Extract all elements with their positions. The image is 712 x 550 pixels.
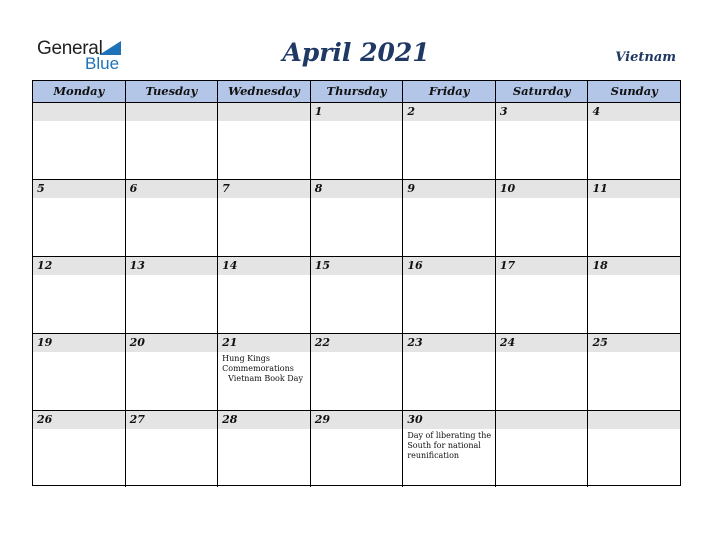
day-number: 7 [222, 182, 230, 195]
holiday-name: Hung Kings Commemorations [222, 354, 294, 373]
calendar-day-cell [218, 257, 311, 333]
day-number: 14 [222, 259, 238, 272]
calendar-day-cell [218, 411, 311, 487]
weekday-tuesday: Tuesday [126, 81, 219, 102]
calendar-day-cell [126, 257, 219, 333]
day-number: 12 [37, 259, 53, 272]
calendar-day-cell [496, 334, 589, 410]
day-number: 24 [499, 336, 516, 349]
day-number: 21 [222, 336, 238, 349]
calendar-day-cell [126, 334, 219, 410]
day-number-band [588, 411, 680, 429]
weekday-friday: Friday [403, 81, 496, 102]
calendar-day-cell [218, 180, 311, 256]
calendar-day-cell [496, 257, 589, 333]
calendar-day-cell [33, 334, 126, 410]
calendar-day-cell [403, 411, 496, 487]
calendar-day-cell [126, 411, 219, 487]
calendar-day-cell [588, 411, 680, 487]
calendar-day-cell [496, 411, 589, 487]
logo-text-blue: Blue [85, 54, 120, 73]
calendar-week-row [33, 257, 680, 334]
day-number-band [403, 180, 495, 198]
calendar-day-cell [126, 180, 219, 256]
day-number-band [218, 103, 310, 121]
day-number: 28 [222, 413, 238, 426]
calendar-week-row [33, 411, 680, 487]
weekday-monday: Monday [33, 81, 126, 102]
calendar-day-cell [588, 257, 680, 333]
day-number: 10 [499, 182, 516, 195]
country-label: Vietnam [615, 50, 676, 65]
calendar-day-cell [403, 334, 496, 410]
logo-text-general: General [37, 38, 103, 59]
day-number: 23 [407, 336, 423, 349]
calendar-day-cell [496, 103, 589, 179]
day-number: 11 [592, 182, 608, 195]
day-number: 2 [407, 105, 415, 118]
day-number-band [496, 103, 588, 121]
page-title: April 2021 [282, 38, 430, 67]
day-number: 25 [592, 336, 608, 349]
day-number-band [496, 411, 588, 429]
day-number: 20 [129, 336, 145, 349]
day-number-band [126, 103, 218, 121]
day-number: 30 [407, 413, 423, 426]
day-number-band [126, 180, 218, 198]
holiday-note [407, 431, 492, 461]
calendar-week-row [33, 180, 680, 257]
day-number: 16 [407, 259, 423, 272]
calendar-day-cell [33, 257, 126, 333]
day-number: 26 [37, 413, 53, 426]
calendar-day-cell [33, 180, 126, 256]
day-number-band [33, 180, 125, 198]
day-number: 22 [314, 336, 331, 349]
day-number-band [218, 180, 310, 198]
calendar-day-cell [588, 334, 680, 410]
holiday-name: Day of liberating the South for national reunification [407, 431, 492, 460]
calendar-day-cell [403, 257, 496, 333]
day-number: 9 [407, 182, 415, 195]
calendar-day-cell [218, 103, 311, 179]
holiday-name: Vietnam Book Day [228, 374, 303, 383]
calendar-day-cell [311, 257, 404, 333]
calendar-day-cell [588, 180, 680, 256]
day-number: 1 [314, 105, 323, 118]
weekday-header [33, 81, 680, 103]
calendar-day-cell [126, 103, 219, 179]
calendar-week-row [33, 334, 680, 411]
day-number: 27 [129, 413, 145, 426]
calendar-day-cell [311, 180, 404, 256]
day-number-band [588, 103, 680, 121]
day-number: 15 [314, 259, 331, 272]
calendar-day-cell [403, 103, 496, 179]
weekday-thursday: Thursday [311, 81, 404, 102]
calendar-day-cell [496, 180, 589, 256]
holiday-note [222, 354, 307, 384]
day-number-band [33, 103, 125, 121]
day-number: 6 [129, 182, 138, 195]
calendar-week-row [33, 103, 680, 180]
day-number: 19 [37, 336, 53, 349]
calendar-day-cell [403, 180, 496, 256]
weekday-saturday: Saturday [496, 81, 589, 102]
day-number-band [311, 103, 403, 121]
day-number: 29 [314, 413, 331, 426]
day-number: 4 [592, 105, 601, 118]
calendar-day-cell [33, 411, 126, 487]
calendar-day-cell [218, 334, 311, 410]
day-number: 3 [499, 105, 508, 118]
calendar-day-cell [588, 103, 680, 179]
calendar-day-cell [311, 103, 404, 179]
calendar-grid [32, 80, 681, 486]
day-number-band [311, 180, 403, 198]
day-number: 8 [314, 182, 323, 195]
calendar-day-cell [311, 334, 404, 410]
day-number-band [403, 103, 495, 121]
calendar-day-cell [33, 103, 126, 179]
day-number: 5 [37, 182, 45, 195]
weekday-wednesday: Wednesday [218, 81, 311, 102]
day-number: 13 [129, 259, 145, 272]
weekday-sunday: Sunday [610, 84, 658, 98]
day-number: 18 [592, 259, 608, 272]
calendar-day-cell [311, 411, 404, 487]
day-number: 17 [499, 259, 516, 272]
